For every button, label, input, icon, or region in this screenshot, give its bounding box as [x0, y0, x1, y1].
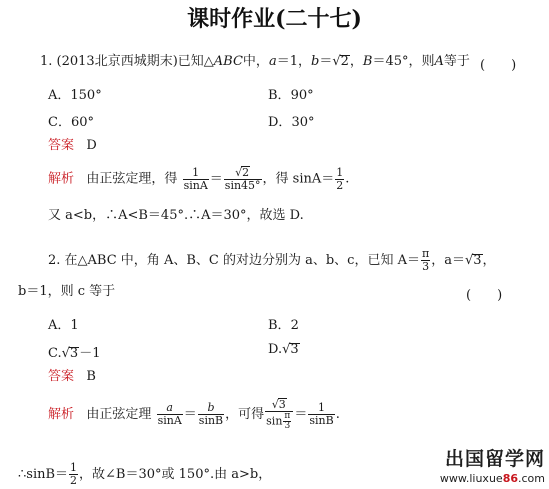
sqrt-icon: √	[464, 253, 474, 268]
fraction	[283, 412, 291, 431]
option-value: 90°	[290, 88, 314, 103]
q1-var-b: b	[310, 54, 320, 69]
analysis-text: 由正弦定理	[86, 407, 152, 422]
q1-answer-blank: ( )	[480, 58, 517, 73]
fraction-numerator: a	[157, 402, 183, 415]
q2-option-a	[48, 314, 79, 333]
radicand: 3	[278, 398, 286, 411]
option-label: C．	[48, 115, 71, 130]
analysis-label: 解析	[48, 171, 75, 187]
option-value: 60°	[70, 115, 94, 130]
option-value: 2	[290, 318, 299, 333]
period: .	[345, 171, 350, 187]
option-label: C.	[48, 346, 62, 361]
option-label: A．	[48, 88, 71, 103]
q2-conclusion	[18, 462, 271, 488]
q2-option-c	[48, 342, 100, 361]
option-label: B．	[268, 88, 291, 103]
sqrt-icon: √	[61, 346, 70, 361]
q1-stem-text: 已知△	[177, 54, 214, 69]
q2-number: 2.	[48, 253, 61, 268]
fraction-numerator: 1	[70, 461, 78, 474]
fraction-denominator: sin45°	[224, 179, 261, 192]
radicand: 3	[290, 342, 299, 357]
answer-label: 答案	[48, 369, 75, 384]
q1-stem-text-2: 中，	[242, 54, 269, 69]
sqrt-icon: √	[282, 342, 291, 357]
fraction	[198, 402, 224, 427]
fraction-denominator	[265, 412, 293, 431]
fraction	[157, 402, 183, 427]
site-watermark	[440, 444, 545, 485]
watermark-url-prefix: www.liuxue	[439, 472, 503, 485]
q1-conclusion: 又 a<b，∴A<B＝45°.∴A＝30°，故选 D.	[48, 208, 304, 223]
answer-label: 答案	[48, 138, 75, 153]
q1-source: (2013北京西城期末)	[56, 54, 178, 69]
q1-var-A: A	[434, 54, 444, 69]
q1-var-B: B	[362, 54, 373, 69]
fraction-numerator	[265, 398, 293, 412]
q1-option-d	[268, 111, 314, 130]
q2-answer	[48, 369, 96, 385]
q1-eq-B: ＝45°，则	[372, 54, 435, 69]
q2-option-d	[268, 342, 300, 357]
option-value: 1	[70, 318, 79, 333]
q1-analysis: 解析 由正弦定理，得 $\frac{1}{\sin A}$ ＝ $\frac{√2}{\sin 45^\circ}$ ，得 sinA＝ $\frac{1}{2}$ .	[48, 165, 350, 192]
q1-radicand: 2	[340, 54, 349, 69]
option-label: A．	[48, 318, 71, 333]
fraction-denominator: sinB	[198, 414, 224, 427]
sin-label: sin	[266, 414, 283, 428]
fraction-numerator: π	[421, 247, 430, 260]
fraction	[335, 167, 344, 192]
q1-number: 1.	[40, 54, 53, 69]
option-value: 30°	[291, 115, 315, 130]
analysis-text: 由正弦定理，得	[86, 171, 178, 187]
answer-value: B	[86, 369, 96, 384]
q1-tail: 等于	[443, 54, 470, 69]
analysis-text-2: ，得 sinA＝	[262, 171, 335, 187]
option-label: D．	[268, 115, 292, 130]
fraction-numerator: 1	[308, 402, 334, 415]
q2-stem	[48, 248, 496, 274]
analysis-text-2: ，可得	[225, 407, 265, 422]
fraction	[421, 248, 430, 273]
q1-triangle-name: ABC	[213, 54, 243, 69]
conclusion-text-2: ，故∠B＝30°或 150°.由 a>b，	[79, 467, 272, 482]
fraction-denominator: 2	[70, 474, 78, 487]
fraction	[265, 398, 293, 431]
q2-stem-text: 在△ABC 中，角 A、B、C 的对边分别为 a、b、c，已知 A＝	[64, 253, 420, 268]
watermark-title: 出国留学网	[444, 448, 545, 470]
fraction-denominator: sinA	[157, 414, 182, 427]
q1-stem	[40, 54, 470, 70]
analysis-label: 解析	[48, 407, 75, 422]
fraction-denominator: sinB	[309, 414, 334, 427]
q2-answer-blank: ( )	[466, 288, 503, 303]
q1-eq-b: ＝	[319, 54, 333, 69]
fraction-denominator: 2	[336, 178, 344, 192]
conclusion-text: ∴sinB＝	[18, 467, 69, 482]
page-title: 课时作业(二十七)	[187, 6, 362, 32]
q1-eq-a: ＝1，	[276, 54, 311, 69]
q2-analysis: 解析 由正弦定理 $\frac{a}{\sin A}$ ＝ $\frac{b}{\sin B}$ ，可得 √3 sin $\frac{\pi}{3}$ ＝ $\frac{1}{\sin B}$ .	[48, 398, 340, 431]
sqrt-icon: √	[271, 398, 279, 411]
fraction	[224, 166, 262, 192]
answer-value: D	[86, 138, 97, 153]
fraction-numerator: 1	[183, 167, 209, 180]
fraction-denominator: 3	[422, 260, 430, 273]
watermark-url	[440, 472, 545, 485]
option-label: D.	[268, 342, 283, 357]
fraction-denominator: sinA	[183, 178, 208, 192]
fraction-numerator: π	[284, 411, 291, 421]
q2-option-b	[268, 314, 299, 333]
option-value: 150°	[70, 88, 102, 103]
fraction-numerator	[224, 166, 262, 180]
radicand: 2	[242, 166, 250, 179]
fraction	[69, 462, 78, 487]
q1-answer	[48, 138, 97, 154]
q1-comma: ，	[349, 54, 363, 69]
period: .	[335, 407, 340, 422]
sqrt-icon: √	[332, 54, 341, 69]
fraction-numerator: b	[198, 402, 224, 415]
option-value: －1	[79, 346, 101, 361]
watermark-url-suffix: .com	[518, 472, 545, 485]
watermark-url-number: 86	[502, 472, 518, 485]
radicand: 3	[69, 346, 79, 361]
radicand: 3	[473, 253, 482, 268]
sqrt-icon: √	[235, 166, 243, 179]
q1-option-a	[48, 84, 102, 103]
fraction-numerator: 1	[336, 165, 344, 179]
fraction	[183, 167, 209, 192]
q1-var-a: a	[268, 54, 277, 69]
q1-option-b	[268, 84, 314, 103]
fraction-denominator: 3	[284, 421, 291, 431]
q2-stem-line2: b＝1，则 c 等于	[18, 284, 116, 299]
fraction	[308, 402, 334, 427]
option-label: B．	[268, 318, 291, 333]
q1-option-c	[48, 111, 94, 130]
q2-stem-text-3: ，	[482, 253, 496, 268]
q2-stem-text-2: ，a＝	[431, 253, 465, 268]
